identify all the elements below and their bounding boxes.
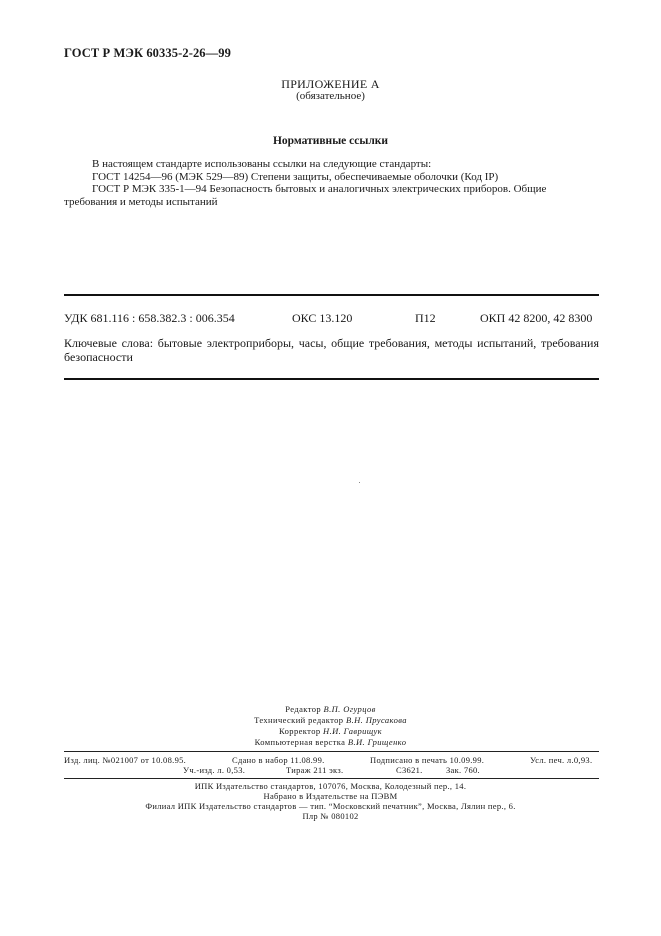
imprint-c-number: С3621.: [396, 765, 423, 775]
staff-line-editor: Редактор В.П. Огурцов: [285, 704, 376, 714]
appendix-title: ПРИЛОЖЕНИЕ А: [281, 77, 380, 91]
imprint-run: Тираж 211 экз.: [286, 765, 344, 775]
publisher-line: ИПК Издательство стандартов, 107076, Москва, Колодезный пер., 14.: [194, 781, 467, 791]
oks-code: ОКС 13.120: [292, 311, 353, 325]
imprint-print-sheets: Усл. печ. л.0,93.: [530, 755, 593, 765]
section-title: Нормативные ссылки: [272, 135, 389, 147]
imprint-submitted: Сдано в набор 11.08.99.: [232, 755, 325, 765]
imprint-license: Изд. лиц. №021007 от 10.08.95.: [64, 755, 187, 765]
scan-speck: [359, 482, 360, 483]
divider: [64, 751, 599, 752]
references-intro: В настоящем стандарте использованы ссылки на следующие стандарты:: [92, 158, 432, 170]
divider: [64, 378, 599, 380]
reference-item: ГОСТ 14254—96 (МЭК 529—89) Степени защиты, обеспечиваемые оболочки (Код IP): [92, 170, 499, 183]
staff-line-tech-editor: Технический редактор В.Н. Прусакова: [254, 715, 407, 725]
imprint-signed: Подписано в печать 10.09.99.: [370, 755, 485, 765]
imprint-pub-sheets: Уч.-изд. л. 0,53.: [183, 765, 246, 775]
appendix-note: (обязательное): [296, 90, 365, 102]
staff-line-layout: Компьютерная верстка В.И. Грищенко: [254, 737, 407, 747]
udk-code: УДК 681.116 : 658.382.3 : 006.354: [64, 311, 235, 325]
divider: [64, 294, 599, 296]
staff-line-corrector: Корректор Н.И. Гаврищук: [279, 726, 382, 736]
group-code: П12: [415, 311, 436, 325]
okp-code: ОКП 42 8200, 42 8300: [480, 311, 593, 325]
imprint-order: Зак. 760.: [446, 765, 480, 775]
keywords: Ключевые слова: бытовые электроприборы, часы, общие требования, методы испытаний, требования безопасности: [64, 336, 599, 364]
reference-item: ГОСТ Р МЭК 335-1—94 Безопасность бытовых и аналогичных электрических приборов. Общие требования и методы испытаний: [64, 183, 547, 208]
publisher-line: Филиал ИПК Издательство стандартов — тип. “Московский печатник”, Москва, Лялин пер., 6.: [145, 801, 516, 811]
publisher-line: Набрано в Издательстве на ПЭВМ: [263, 791, 398, 801]
divider: [64, 778, 599, 779]
references-text: [64, 158, 598, 208]
document-code: ГОСТ Р МЭК 60335-2-26—99: [64, 46, 231, 60]
publisher-line: Плр № 080102: [302, 811, 359, 821]
